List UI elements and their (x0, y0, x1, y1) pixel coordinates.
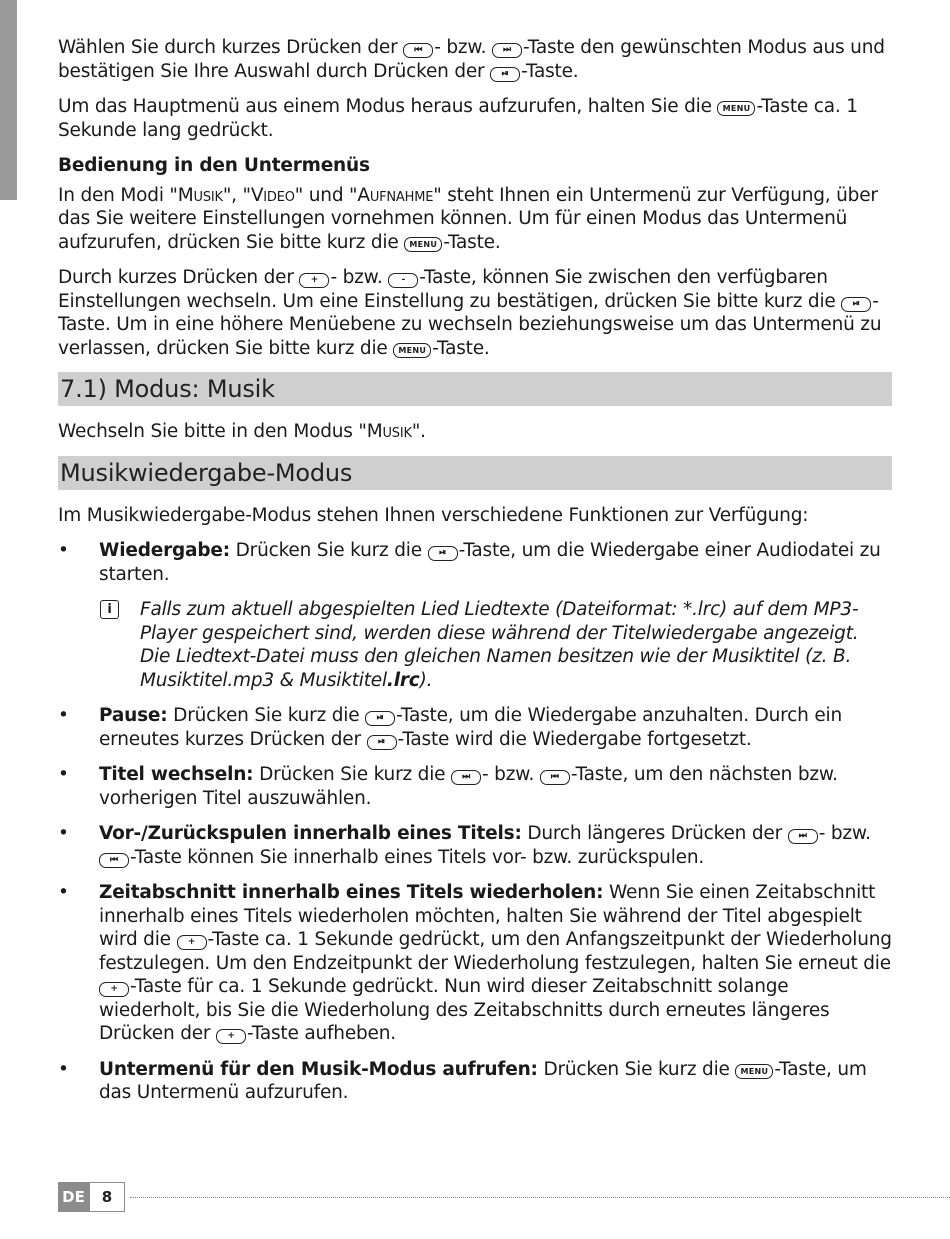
function-list (58, 539, 892, 586)
language-label: DE (58, 1182, 89, 1212)
next-key-icon: ⏭ (788, 829, 818, 844)
section-heading-music-mode: 7.1) Modus: Musik (58, 372, 892, 406)
play-pause-key-icon: ⏯ (841, 297, 871, 312)
list-item-pause: • Pause: Drücken Sie kurz die ⏯ -Taste, um die Wiedergabe anzuhalten. Durch ein erneutes kurzes Drücken der ⏯ -Taste wird die Wiedergabe fortgesetzt. (58, 705, 842, 750)
next-key-icon: ⏭ (492, 43, 522, 58)
plus-key-icon: + (99, 982, 129, 997)
page-number: 8 (89, 1182, 125, 1212)
play-pause-key-icon: ⏯ (367, 735, 397, 750)
play-pause-key-icon: ⏯ (490, 67, 520, 82)
plus-key-icon: + (216, 1029, 246, 1044)
prev-key-icon: ⏮ (403, 43, 433, 58)
info-icon: i (100, 600, 119, 619)
paragraph-submenu-intro: In den Modi "Musik", "Video" und "Aufnahme" steht Ihnen ein Untermenü zur Verfügung, über das Sie weitere Einstellungen vornehmen können. Um für einen Modus das Untermenü aufzurufen, drücken Sie bitte kurz die MENU -Taste. (58, 184, 878, 253)
function-list-continued (58, 704, 892, 1105)
list-item-playback: • Wiedergabe: Drücken Sie kurz die ⏯ -Taste, um die Wiedergabe einer Audiodatei zu starten. (58, 540, 881, 585)
list-item-skip-track: • Titel wechseln: Drücken Sie kurz die ⏭ - bzw. ⏮ -Taste, um den nächsten bzw. vorherigen Titel auszuwählen. (58, 764, 838, 809)
footer-dotted-rule (130, 1197, 950, 1198)
play-pause-key-icon: ⏯ (365, 711, 395, 726)
bullet: • (58, 705, 69, 726)
paragraph-mode-select: Wählen Sie durch kurzes Drücken der ⏮ - bzw. ⏭ -Taste den gewünschten Modus aus und bestätigen Sie Ihre Auswahl durch Drücken der ⏯ -Taste. (58, 37, 885, 82)
plus-key-icon: + (177, 935, 207, 950)
paragraph-submenu-navigation: Durch kurzes Drücken der + - bzw. - -Taste, können Sie zwischen den verfügbaren Einstellungen wechseln. Um eine Einstellung zu bestätigen, drücken Sie bitte kurz die ⏯ -Taste. Um in eine höhere Menüebene zu wechseln beziehungsweise um das Untermenü zu verlassen, drücken Sie bitte kurz die MENU -Taste. (58, 267, 882, 359)
next-key-icon: ⏭ (451, 770, 481, 785)
menu-key-icon: MENU (717, 101, 755, 116)
submenu-heading: Bedienung in den Untermenüs (58, 155, 370, 176)
minus-key-icon: - (388, 273, 418, 288)
bullet: • (58, 1058, 69, 1080)
page-footer (58, 1182, 950, 1212)
list-item-repeat-section: • Zeitabschnitt innerhalb eines Titels wiederholen: Wenn Sie einen Zeitabschnitt innerhalb eines Titels wiederholen möchten, halten Sie während der Titel abgespielt wird die + -Taste ca. 1 Sekunde gedrückt, um den Anfangszeitpunkt der Wiederholung festzulegen. Um den Endzeitpunkt der Wiederholung festzulegen, halten Sie erneut die + -Taste für ca. 1 Sekunde gedrückt. Nun wird dieser Zeitabschnitt solange wiederholt, bis Sie die Wiederholung des Zeitabschnitts durch erneutes längeres Drücken der + -Taste aufheben. (58, 882, 892, 1044)
bullet: • (58, 764, 69, 785)
play-pause-key-icon: ⏯ (428, 546, 458, 561)
lyrics-info-note: i Falls zum aktuell abgespielten Lied Liedtexte (Dateiformat: *.lrc) auf dem MP3-Player gespeichert sind, werden diese während der Titelwiedergabe angezeigt. Die Liedtext-Datei muss den gleichen Namen besitzen wie der Musiktitel (z. B. Musiktitel.mp3 & Musiktitel.lrc). (58, 598, 892, 692)
paragraph-functions-intro: Im Musikwiedergabe-Modus stehen Ihnen verschiedene Funktionen zur Verfügung: (58, 504, 809, 526)
paragraph-switch-mode: Wechseln Sie bitte in den Modus "Musik". (58, 421, 426, 442)
paragraph-main-menu: Um das Hauptmenü aus einem Modus heraus aufzurufen, halten Sie die MENU -Taste ca. 1 Sekunde lang gedrückt. (58, 96, 858, 141)
prev-key-icon: ⏮ (99, 853, 129, 868)
list-item-submenu: • Untermenü für den Musik-Modus aufrufen: Drücken Sie kurz die MENU -Taste, um das Untermenü aufzurufen. (58, 1058, 867, 1103)
plus-key-icon: + (299, 273, 329, 288)
bullet: • (58, 882, 69, 903)
section-heading-playback-mode: Musikwiedergabe-Modus (58, 456, 892, 490)
chapter-tab-marker (0, 0, 17, 200)
menu-key-icon: MENU (404, 237, 442, 252)
prev-key-icon: ⏮ (540, 770, 570, 785)
list-item-seek: • Vor-/Zurückspulen innerhalb eines Titels: Durch längeres Drücken der ⏭ - bzw. ⏮ -Taste können Sie innerhalb eines Titels vor- bzw. zurückspulen. (58, 823, 871, 868)
menu-key-icon: MENU (735, 1064, 773, 1079)
bullet: • (58, 823, 69, 844)
menu-key-icon: MENU (393, 343, 431, 358)
document-body (58, 36, 892, 1117)
bullet: • (58, 540, 69, 561)
